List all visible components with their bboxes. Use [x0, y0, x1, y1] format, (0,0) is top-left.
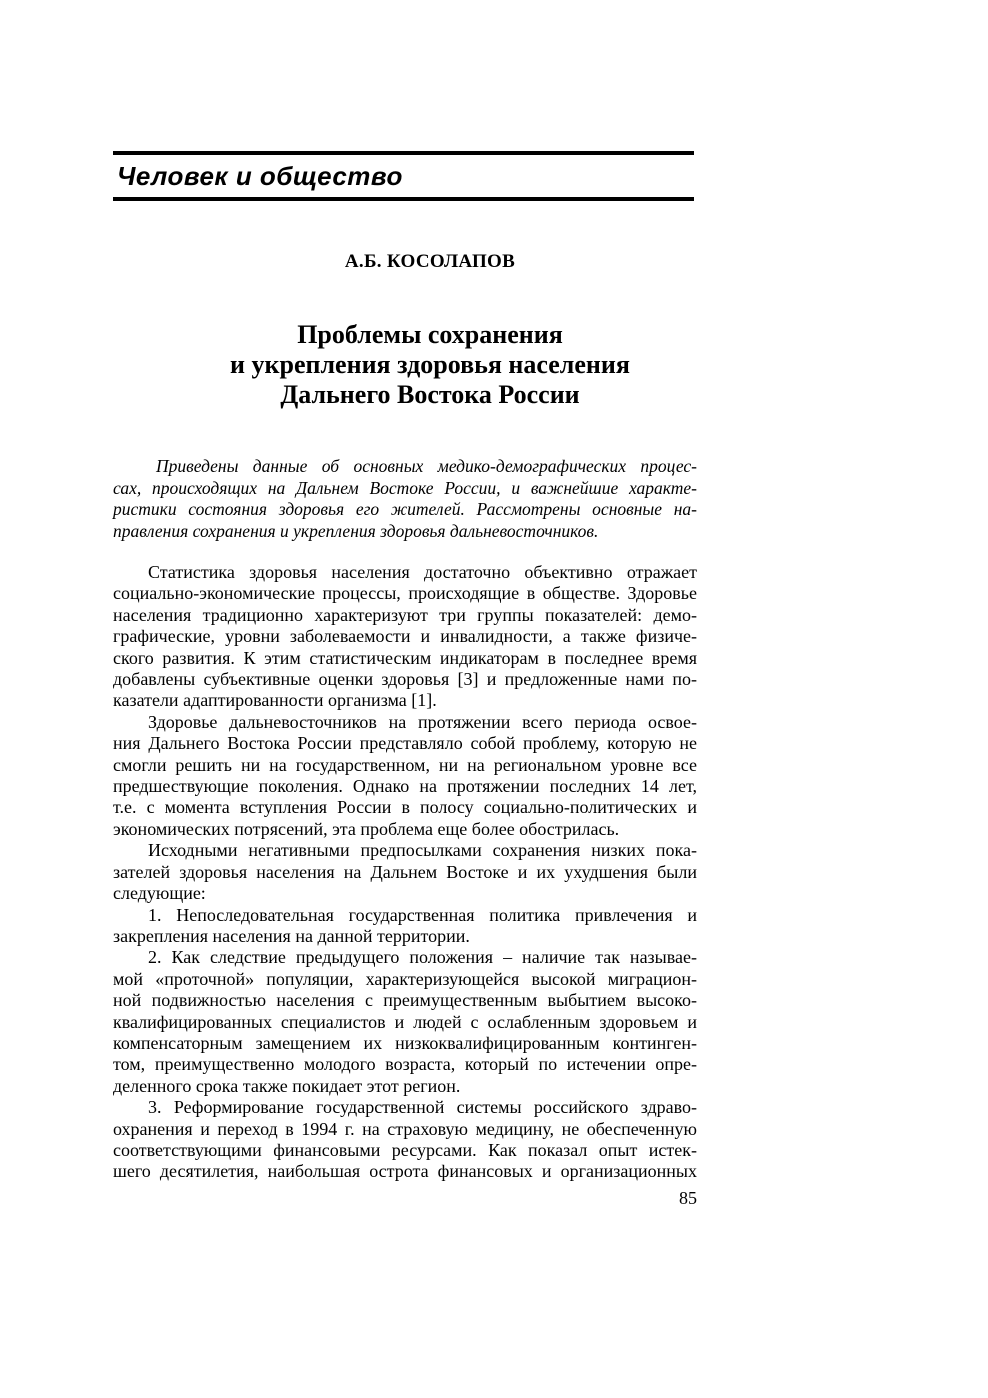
text-line: мой «проточной» популяции, характеризующейся высокой миграцион-: [113, 968, 697, 989]
text-line: предшествующие поколения. Однако на протяжении последних 14 лет,: [113, 776, 697, 797]
page-number: 85: [679, 1188, 697, 1208]
article-abstract: [113, 456, 697, 543]
article-title-line: и укрепления здоровья населения: [230, 350, 630, 379]
article-title-line: Дальнего Востока России: [280, 380, 580, 409]
text-line: графические, уровни заболеваемости и инвалидности, а также физиче-: [113, 626, 697, 647]
text-line: Приведены данные об основных медико-демографических процес-: [156, 456, 697, 476]
text-line: зателей здоровья населения на Дальнем Востоке и их ухудшения были: [113, 861, 697, 882]
text-line: ной подвижностью населения с преимущественным выбытием высоко-: [113, 990, 697, 1011]
text-line: ристики состояния здоровья его жителей. Рассмотрены основные на-: [113, 499, 697, 520]
text-line: экономических потрясений, эта проблема еще более обострилась.: [113, 818, 620, 839]
double-rule-top: [113, 151, 694, 155]
text-line: 1. Непоследовательная государственная политика привлечения и: [148, 904, 697, 925]
text-line: следующие:: [113, 883, 206, 904]
text-line: сах, происходящих на Дальнем Востоке России, и важнейшие характе-: [113, 477, 697, 498]
text-line: добавлены субъективные оценки здоровья [3] и предложенные нами по-: [113, 669, 697, 690]
text-line: Здоровье дальневосточников на протяжении всего периода освое-: [148, 711, 697, 732]
text-line: компенсаторным замещением их низкоквалифицированным континген-: [113, 1032, 697, 1053]
author-name: А.Б. КОСОЛАПОВ: [344, 251, 516, 272]
double-rule-bottom: [113, 197, 694, 201]
text-line: смогли решить ни на государственном, ни на региональном уровне все: [113, 754, 697, 775]
article-title-line: Проблемы сохранения: [297, 320, 563, 349]
text-line: охранения и переход в 1994 г. на страховую медицину, не обеспеченную: [113, 1118, 697, 1139]
text-line: ского развития. К этим статистическим индикаторам в последнее время: [113, 647, 697, 668]
article-title: [113, 320, 697, 410]
text-line: 2. Как следствие предыдущего положения – наличие так называе-: [148, 947, 697, 968]
text-line: социально-экономические процессы, происходящие в обществе. Здоровье: [113, 583, 697, 604]
text-line: 3. Реформирование государственной системы российского здраво-: [148, 1097, 697, 1118]
text-line: том, преимущественно молодого возраста, который по истечении опре-: [113, 1054, 697, 1075]
text-line: закрепления населения на данной территории.: [113, 925, 470, 946]
text-line: населения традиционно характеризуют три группы показателей: демо-: [113, 604, 697, 625]
text-line: правления сохранения и укрепления здоровья дальневосточников.: [113, 521, 599, 542]
text-line: соответствующими финансовыми ресурсами. Как показал опыт истек-: [113, 1139, 697, 1160]
text-line: Статистика здоровья населения достаточно объективно отражает: [148, 562, 697, 582]
article-body: [113, 562, 697, 1183]
text-line: деленного срока также покидает этот регион.: [113, 1075, 461, 1096]
text-line: казатели адаптированности организма [1].: [113, 690, 437, 711]
text-line: Исходными негативными предпосылками сохранения низких пока-: [148, 840, 697, 861]
text-line: т.е. с момента вступления России в полосу социально-политических и: [113, 797, 697, 818]
text-line: квалифицированных специалистов и людей с ослабленным здоровьем и: [113, 1011, 697, 1032]
text-line: шего десятилетия, наибольшая острота финансовых и организационных: [113, 1161, 697, 1182]
text-line: ния Дальнего Востока России представляло собой проблему, которую не: [113, 733, 697, 754]
section-header: Человек и общество: [117, 161, 403, 191]
